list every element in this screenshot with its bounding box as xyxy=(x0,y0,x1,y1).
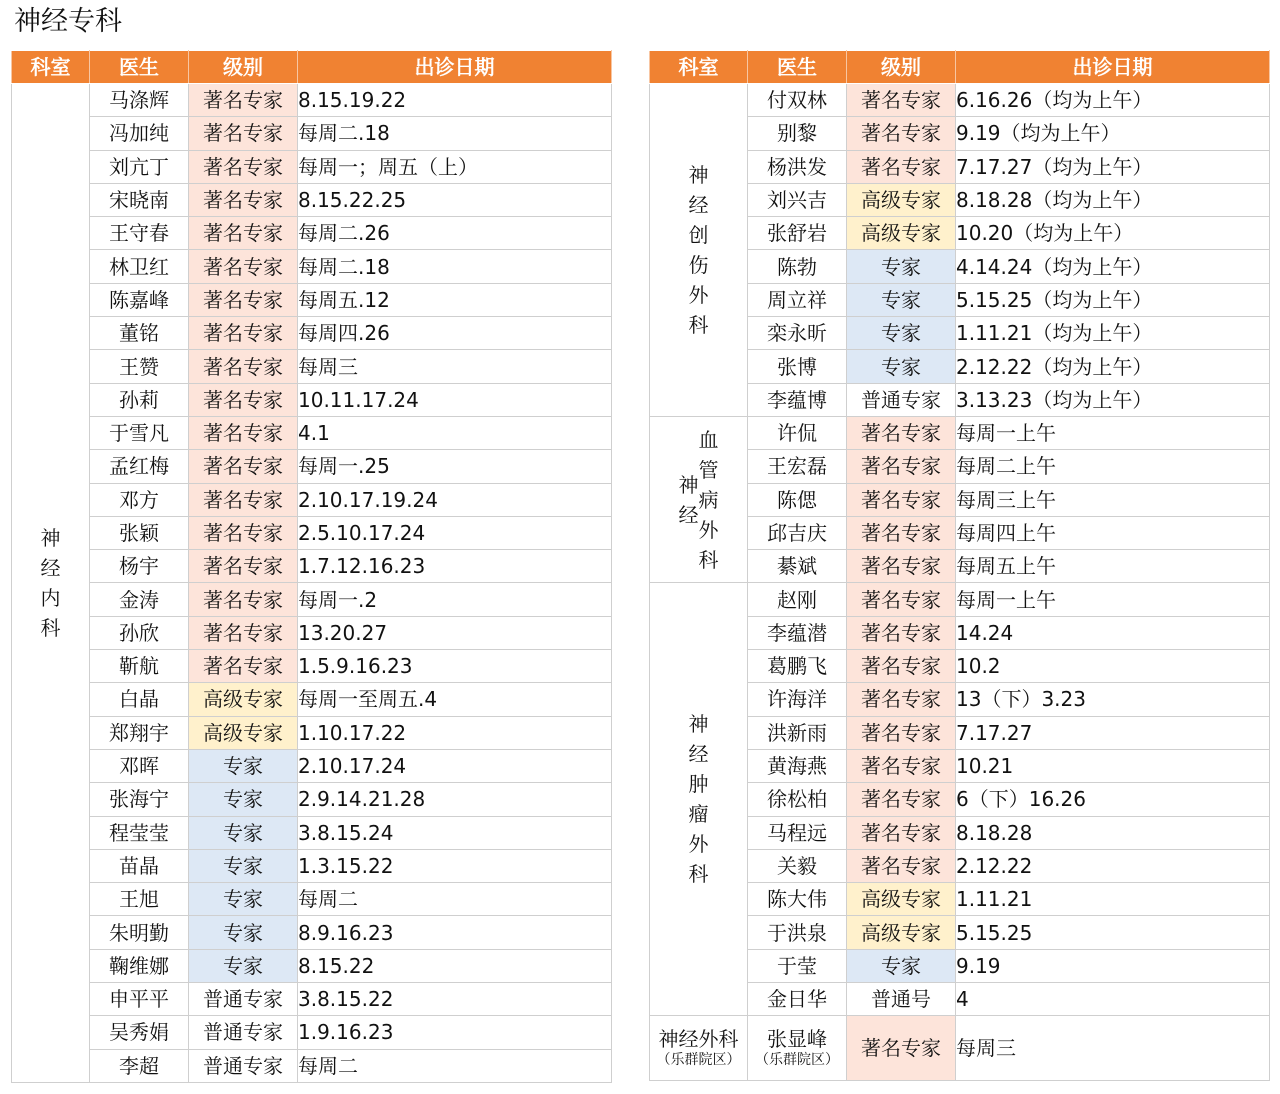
doctor-name: 陈偲 xyxy=(748,483,847,516)
clinic-dates: 2.10.17.24 xyxy=(298,749,612,782)
clinic-dates: 6.16.26（均为上午） xyxy=(956,84,1270,117)
dept-char: 外 xyxy=(688,832,709,857)
header-level: 级别 xyxy=(847,51,956,84)
clinic-dates: 每周一至周五.4 xyxy=(298,683,612,716)
dept-label-a xyxy=(679,470,699,530)
page-title: 神经专科 xyxy=(14,6,122,37)
table-row xyxy=(12,916,612,949)
doctor-name: 邓晖 xyxy=(90,749,189,782)
level-badge: 普通号 xyxy=(847,983,956,1016)
dept-label xyxy=(650,425,747,575)
dept-char: 外 xyxy=(688,282,709,307)
dept-label xyxy=(688,160,710,340)
table-row xyxy=(12,650,612,683)
doctor-name: 李蕴潜 xyxy=(748,616,847,649)
level-badge: 著名专家 xyxy=(847,749,956,782)
level-badge: 著名专家 xyxy=(847,849,956,882)
level-badge: 著名专家 xyxy=(189,650,298,683)
doctor-name: 陈勃 xyxy=(748,250,847,283)
level-badge: 高级专家 xyxy=(847,883,956,916)
dept-char: 病 xyxy=(698,487,719,512)
doctor-name: 张颖 xyxy=(90,516,189,549)
table-row xyxy=(12,749,612,782)
clinic-dates: 每周二 xyxy=(298,1049,612,1082)
level-badge: 著名专家 xyxy=(189,150,298,183)
dept-cell xyxy=(650,583,748,1016)
doctor-name: 葛鹏飞 xyxy=(748,650,847,683)
table-row xyxy=(12,516,612,549)
doctor-name: 王赞 xyxy=(90,350,189,383)
table-row xyxy=(650,1016,1270,1081)
table-row xyxy=(12,949,612,982)
level-badge: 著名专家 xyxy=(847,616,956,649)
doctor-name: 徐松柏 xyxy=(748,783,847,816)
dept-char: 肿 xyxy=(688,772,709,797)
dept-char: 血 xyxy=(698,427,719,452)
doctor-name: 邓方 xyxy=(90,483,189,516)
clinic-dates: 10.20（均为上午） xyxy=(956,217,1270,250)
level-badge: 专家 xyxy=(189,783,298,816)
doctor-note: （乐群院区） xyxy=(755,1052,839,1069)
clinic-dates: 3.13.23（均为上午） xyxy=(956,383,1270,416)
table-row xyxy=(12,616,612,649)
clinic-dates: 每周二上午 xyxy=(956,450,1270,483)
level-badge: 著名专家 xyxy=(189,217,298,250)
doctor-name: 陈大伟 xyxy=(748,883,847,916)
level-badge: 著名专家 xyxy=(189,450,298,483)
table-row xyxy=(12,816,612,849)
clinic-dates: 2.12.22（均为上午） xyxy=(956,350,1270,383)
clinic-dates: 4 xyxy=(956,983,1270,1016)
clinic-dates: 7.17.27（均为上午） xyxy=(956,150,1270,183)
level-badge: 著名专家 xyxy=(847,683,956,716)
table-row xyxy=(12,883,612,916)
level-badge: 高级专家 xyxy=(847,217,956,250)
clinic-dates: 每周四上午 xyxy=(956,516,1270,549)
doctor-name: 王宏磊 xyxy=(748,450,847,483)
level-badge: 著名专家 xyxy=(847,84,956,117)
doctor-name: 周立祥 xyxy=(748,283,847,316)
level-badge: 著名专家 xyxy=(189,283,298,316)
level-badge: 专家 xyxy=(189,883,298,916)
level-badge: 普通专家 xyxy=(189,983,298,1016)
level-badge: 专家 xyxy=(847,350,956,383)
doctor-name: 邱吉庆 xyxy=(748,516,847,549)
clinic-dates: 8.15.22 xyxy=(298,949,612,982)
level-badge: 高级专家 xyxy=(847,183,956,216)
doctor-name: 刘兴吉 xyxy=(748,183,847,216)
level-badge: 专家 xyxy=(189,949,298,982)
level-badge: 著名专家 xyxy=(189,616,298,649)
doctor-name: 付双林 xyxy=(748,84,847,117)
clinic-dates: 9.19 xyxy=(956,949,1270,982)
dept-char: 伤 xyxy=(688,252,709,277)
table-row xyxy=(12,383,612,416)
clinic-dates: 3.8.15.22 xyxy=(298,983,612,1016)
doctor-name: 林卫红 xyxy=(90,250,189,283)
clinic-dates: 每周一上午 xyxy=(956,416,1270,449)
table-row xyxy=(12,849,612,882)
level-badge: 普通专家 xyxy=(189,1016,298,1049)
doctor-name: 张舒岩 xyxy=(748,217,847,250)
table-row xyxy=(12,550,612,583)
dept-cell xyxy=(650,1016,748,1081)
level-badge: 著名专家 xyxy=(189,583,298,616)
doctor-name: 申平平 xyxy=(90,983,189,1016)
level-badge: 专家 xyxy=(847,317,956,350)
clinic-dates: 7.17.27 xyxy=(956,716,1270,749)
header-date: 出诊日期 xyxy=(298,51,612,84)
clinic-dates: 4.1 xyxy=(298,416,612,449)
table-row xyxy=(12,983,612,1016)
doctor-name: 于洪泉 xyxy=(748,916,847,949)
doctor-name: 于雪凡 xyxy=(90,416,189,449)
level-badge: 著名专家 xyxy=(189,84,298,117)
right-schedule-table xyxy=(649,50,1270,1081)
doctor-name: 杨洪发 xyxy=(748,150,847,183)
clinic-dates: 1.3.15.22 xyxy=(298,849,612,882)
clinic-dates: 1.11.21（均为上午） xyxy=(956,317,1270,350)
level-badge: 专家 xyxy=(189,849,298,882)
table-row xyxy=(12,183,612,216)
dept-label: 神经外科 xyxy=(658,1027,739,1052)
clinic-dates: 1.5.9.16.23 xyxy=(298,650,612,683)
doctor-name: 张海宁 xyxy=(90,783,189,816)
level-badge: 普通专家 xyxy=(189,1049,298,1082)
dept-char: 经 xyxy=(688,742,709,767)
level-badge: 著名专家 xyxy=(189,416,298,449)
doctor-name: 李超 xyxy=(90,1049,189,1082)
doctor-name: 鞠维娜 xyxy=(90,949,189,982)
doctor-name: 关毅 xyxy=(748,849,847,882)
level-badge: 著名专家 xyxy=(847,1016,956,1081)
level-badge: 著名专家 xyxy=(847,816,956,849)
clinic-dates: 9.19（均为上午） xyxy=(956,117,1270,150)
doctor-name: 孙欣 xyxy=(90,616,189,649)
table-row xyxy=(12,217,612,250)
doctor-name: 王守春 xyxy=(90,217,189,250)
level-badge: 著名专家 xyxy=(189,550,298,583)
clinic-dates: 每周五上午 xyxy=(956,550,1270,583)
doctor-name: 赵刚 xyxy=(748,583,847,616)
level-badge: 著名专家 xyxy=(189,383,298,416)
table-row xyxy=(12,84,612,117)
level-badge: 著名专家 xyxy=(189,183,298,216)
clinic-dates: 14.24 xyxy=(956,616,1270,649)
dept-char: 神 xyxy=(678,472,699,497)
table-row xyxy=(12,716,612,749)
table-row xyxy=(12,416,612,449)
doctor-name: 白晶 xyxy=(90,683,189,716)
level-badge: 著名专家 xyxy=(847,450,956,483)
level-badge: 著名专家 xyxy=(189,250,298,283)
level-badge: 专家 xyxy=(847,283,956,316)
header-dept: 科室 xyxy=(650,51,748,84)
doctor-name: 董铭 xyxy=(90,317,189,350)
doctor-name: 郑翔宇 xyxy=(90,716,189,749)
level-badge: 著名专家 xyxy=(847,716,956,749)
level-badge: 著名专家 xyxy=(847,516,956,549)
clinic-dates: 6（下）16.26 xyxy=(956,783,1270,816)
level-badge: 著名专家 xyxy=(847,550,956,583)
level-badge: 著名专家 xyxy=(847,117,956,150)
doctor-name: 许侃 xyxy=(748,416,847,449)
level-badge: 专家 xyxy=(189,816,298,849)
clinic-dates: 2.9.14.21.28 xyxy=(298,783,612,816)
clinic-dates: 5.15.25 xyxy=(956,916,1270,949)
clinic-dates: 每周二.26 xyxy=(298,217,612,250)
header-row xyxy=(650,51,1270,84)
header-level: 级别 xyxy=(189,51,298,84)
doctor-name: 于莹 xyxy=(748,949,847,982)
level-badge: 著名专家 xyxy=(847,783,956,816)
clinic-dates: 8.15.22.25 xyxy=(298,183,612,216)
level-badge: 著名专家 xyxy=(189,516,298,549)
level-badge: 高级专家 xyxy=(847,916,956,949)
clinic-dates: 每周三 xyxy=(956,1016,1270,1081)
dept-cell xyxy=(650,416,748,582)
dept-char: 科 xyxy=(698,547,719,572)
clinic-dates: 13.20.27 xyxy=(298,616,612,649)
level-badge: 著名专家 xyxy=(189,317,298,350)
dept-label xyxy=(688,709,710,889)
table-row xyxy=(12,1016,612,1049)
dept-char: 瘤 xyxy=(688,802,709,827)
clinic-dates: 2.5.10.17.24 xyxy=(298,516,612,549)
clinic-dates: 8.15.19.22 xyxy=(298,84,612,117)
doctor-name: 张显峰 xyxy=(767,1027,827,1052)
doctor-name: 栾永昕 xyxy=(748,317,847,350)
doctor-name: 吴秀娟 xyxy=(90,1016,189,1049)
doctor-name: 黄海燕 xyxy=(748,749,847,782)
left-schedule-table xyxy=(11,50,612,1083)
level-badge: 专家 xyxy=(189,916,298,949)
level-badge: 专家 xyxy=(847,949,956,982)
dept-label-b xyxy=(699,425,719,575)
doctor-name: 程莹莹 xyxy=(90,816,189,849)
table-row xyxy=(12,483,612,516)
table-row xyxy=(12,350,612,383)
doctor-name: 马程远 xyxy=(748,816,847,849)
clinic-dates: 每周二 xyxy=(298,883,612,916)
header-doctor: 医生 xyxy=(748,51,847,84)
dept-char: 神 xyxy=(688,712,709,737)
level-badge: 著名专家 xyxy=(847,150,956,183)
clinic-dates: 5.15.25（均为上午） xyxy=(956,283,1270,316)
table-row xyxy=(12,117,612,150)
doctor-name: 金涛 xyxy=(90,583,189,616)
table-row xyxy=(12,783,612,816)
doctor-name: 李蕴博 xyxy=(748,383,847,416)
clinic-dates: 10.2 xyxy=(956,650,1270,683)
clinic-dates: 每周一.25 xyxy=(298,450,612,483)
level-badge: 著名专家 xyxy=(189,350,298,383)
doctor-name: 陈嘉峰 xyxy=(90,283,189,316)
clinic-dates: 每周三上午 xyxy=(956,483,1270,516)
table-row xyxy=(12,317,612,350)
table-row xyxy=(12,250,612,283)
doctor-name: 别黎 xyxy=(748,117,847,150)
clinic-dates: 每周三 xyxy=(298,350,612,383)
clinic-dates: 每周二.18 xyxy=(298,250,612,283)
clinic-dates: 1.7.12.16.23 xyxy=(298,550,612,583)
clinic-dates: 8.18.28 xyxy=(956,816,1270,849)
level-badge: 高级专家 xyxy=(189,716,298,749)
table-row xyxy=(650,583,1270,616)
table-row xyxy=(12,1049,612,1082)
dept-char: 科 xyxy=(40,615,61,640)
clinic-dates: 3.8.15.24 xyxy=(298,816,612,849)
clinic-dates: 2.10.17.19.24 xyxy=(298,483,612,516)
doctor-name: 孙莉 xyxy=(90,383,189,416)
clinic-dates: 1.9.16.23 xyxy=(298,1016,612,1049)
dept-char: 创 xyxy=(688,222,709,247)
dept-char: 科 xyxy=(688,862,709,887)
level-badge: 高级专家 xyxy=(189,683,298,716)
doctor-name: 马涤辉 xyxy=(90,84,189,117)
level-badge: 著名专家 xyxy=(847,483,956,516)
header-row xyxy=(12,51,612,84)
clinic-dates: 8.9.16.23 xyxy=(298,916,612,949)
clinic-dates: 每周五.12 xyxy=(298,283,612,316)
doctor-name: 刘亢丁 xyxy=(90,150,189,183)
dept-cell xyxy=(12,84,90,1083)
header-doctor: 医生 xyxy=(90,51,189,84)
clinic-dates: 10.11.17.24 xyxy=(298,383,612,416)
doctor-name: 靳航 xyxy=(90,650,189,683)
doctor-name: 孟红梅 xyxy=(90,450,189,483)
clinic-dates: 每周一.2 xyxy=(298,583,612,616)
level-badge: 专家 xyxy=(847,250,956,283)
doctor-name: 苗晶 xyxy=(90,849,189,882)
clinic-dates: 8.18.28（均为上午） xyxy=(956,183,1270,216)
clinic-dates: 4.14.24（均为上午） xyxy=(956,250,1270,283)
dept-char: 经 xyxy=(688,192,709,217)
dept-char: 科 xyxy=(688,312,709,337)
level-badge: 著名专家 xyxy=(847,583,956,616)
clinic-dates: 1.11.21 xyxy=(956,883,1270,916)
dept-note: （乐群院区） xyxy=(656,1052,741,1069)
dept-cell xyxy=(650,84,748,417)
table-row xyxy=(650,84,1270,117)
doctor-name: 金日华 xyxy=(748,983,847,1016)
table-row xyxy=(12,583,612,616)
doctor-cell xyxy=(748,1016,847,1081)
clinic-dates: 每周一上午 xyxy=(956,583,1270,616)
level-badge: 专家 xyxy=(189,749,298,782)
level-badge: 著名专家 xyxy=(189,483,298,516)
dept-char: 神 xyxy=(40,525,61,550)
dept-char: 经 xyxy=(40,555,61,580)
clinic-dates: 13（下）3.23 xyxy=(956,683,1270,716)
doctor-name: 綦斌 xyxy=(748,550,847,583)
table-row xyxy=(12,450,612,483)
doctor-name: 张博 xyxy=(748,350,847,383)
dept-char: 外 xyxy=(698,517,719,542)
level-badge: 普通专家 xyxy=(847,383,956,416)
clinic-dates: 2.12.22 xyxy=(956,849,1270,882)
level-badge: 著名专家 xyxy=(847,416,956,449)
header-dept: 科室 xyxy=(12,51,90,84)
dept-char: 内 xyxy=(40,585,61,610)
table-row xyxy=(650,416,1270,449)
dept-char: 神 xyxy=(688,162,709,187)
dept-char: 管 xyxy=(698,457,719,482)
clinic-dates: 每周四.26 xyxy=(298,317,612,350)
clinic-dates: 每周二.18 xyxy=(298,117,612,150)
header-date: 出诊日期 xyxy=(956,51,1270,84)
doctor-name: 朱明勤 xyxy=(90,916,189,949)
level-badge: 著名专家 xyxy=(189,117,298,150)
clinic-dates: 10.21 xyxy=(956,749,1270,782)
doctor-name: 王旭 xyxy=(90,883,189,916)
table-row xyxy=(12,150,612,183)
doctor-name: 宋晓南 xyxy=(90,183,189,216)
table-row xyxy=(12,683,612,716)
dept-label xyxy=(40,523,62,643)
table-row xyxy=(12,283,612,316)
doctor-name: 洪新雨 xyxy=(748,716,847,749)
dept-char: 经 xyxy=(678,502,699,527)
clinic-dates: 1.10.17.22 xyxy=(298,716,612,749)
doctor-name: 杨宇 xyxy=(90,550,189,583)
level-badge: 著名专家 xyxy=(847,650,956,683)
clinic-dates: 每周一；周五（上） xyxy=(298,150,612,183)
doctor-name: 许海洋 xyxy=(748,683,847,716)
doctor-name: 冯加纯 xyxy=(90,117,189,150)
